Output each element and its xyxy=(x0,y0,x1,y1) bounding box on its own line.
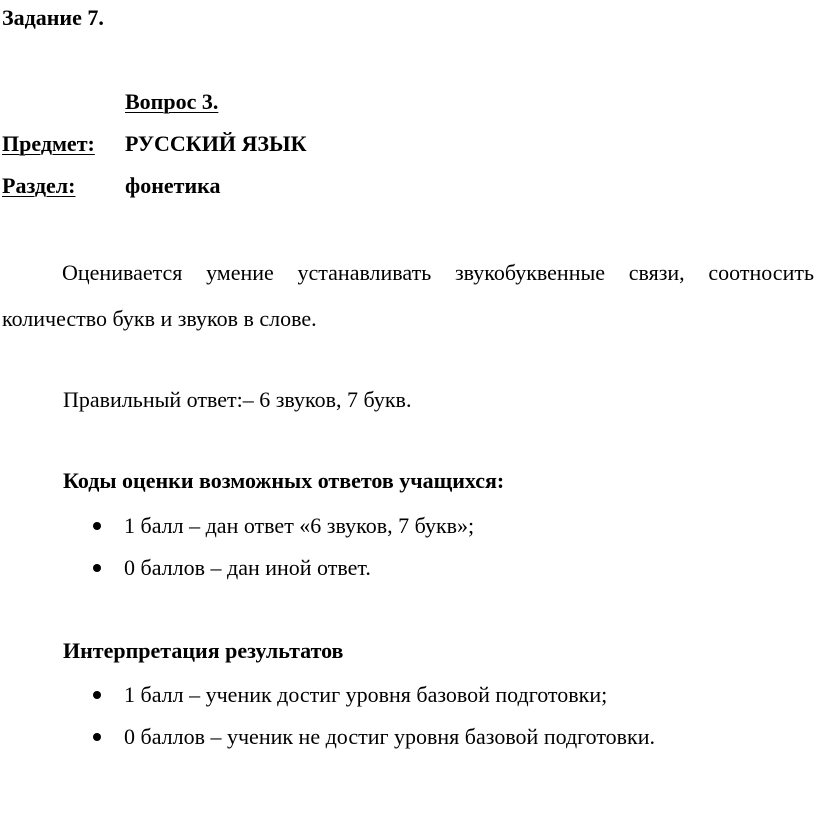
question-title: Вопрос 3. xyxy=(125,89,219,114)
list-item xyxy=(93,556,371,580)
description-line-1: Оценивается умение устанавливать звукобуквенные связи, соотносить xyxy=(62,260,814,285)
section-value: фонетика xyxy=(125,173,221,198)
scoring-heading: Коды оценки возможных ответов учащихся: xyxy=(63,468,505,493)
list-item xyxy=(93,514,474,538)
subject-label: Предмет: xyxy=(2,131,95,156)
scoring-item-text: 0 баллов – дан иной ответ. xyxy=(124,555,371,580)
interpretation-heading: Интерпретация результатов xyxy=(63,638,344,663)
description-paragraph xyxy=(2,250,814,342)
interpretation-item-text: 0 баллов – ученик не достиг уровня базовой подготовки. xyxy=(124,724,656,749)
list-item xyxy=(93,725,655,749)
section-label: Раздел: xyxy=(2,173,76,198)
interpretation-item-text: 1 балл – ученик достиг уровня базовой подготовки; xyxy=(124,682,608,707)
subject-value: РУССКИЙ ЯЗЫК xyxy=(125,131,307,156)
correct-answer: Правильный ответ:– 6 звуков, 7 букв. xyxy=(63,387,412,412)
bullet-icon xyxy=(93,522,101,530)
bullet-icon xyxy=(93,691,101,699)
bullet-icon xyxy=(93,733,101,741)
list-item xyxy=(93,683,607,707)
bullet-icon xyxy=(93,564,101,572)
scoring-item-text: 1 балл – дан ответ «6 звуков, 7 букв»; xyxy=(124,513,475,538)
description-line-2: количество букв и звуков в слове. xyxy=(2,306,317,331)
task-title: Задание 7. xyxy=(2,5,104,30)
